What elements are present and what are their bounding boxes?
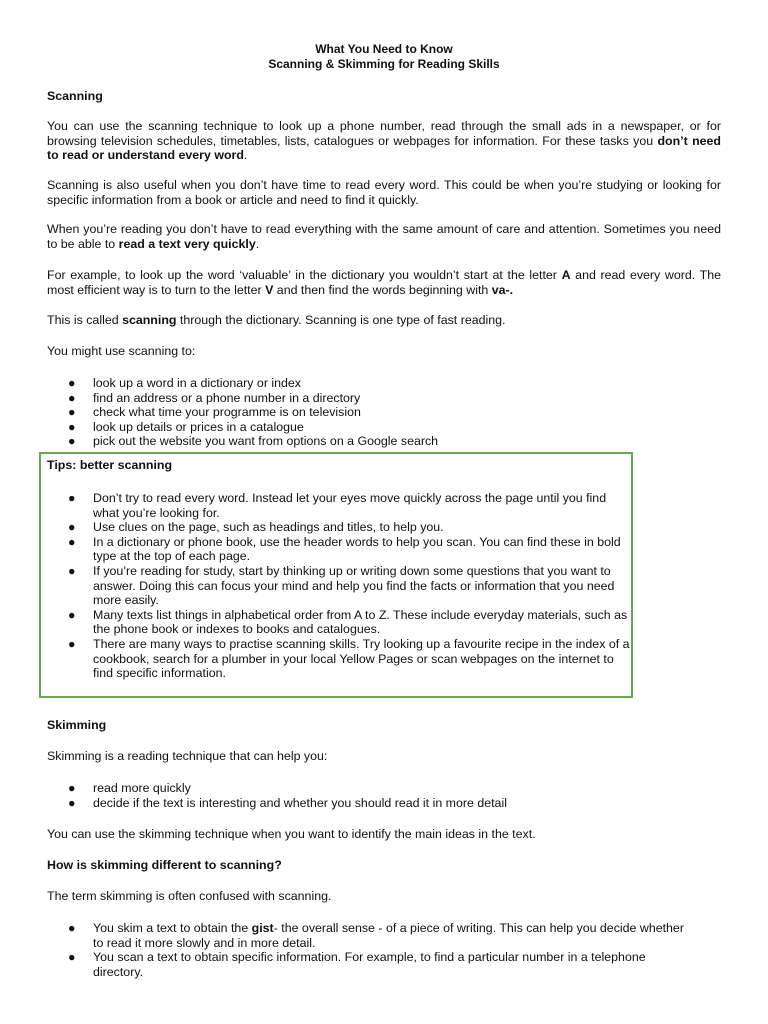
list-item-text: You scan a text to obtain specific information. For example, to find a particular number in a telephone directory.	[93, 950, 646, 979]
list-item-text: decide if the text is interesting and whether you should read it in more detail	[93, 795, 507, 810]
paragraph-skimming-intro: Skimming is a reading technique that can help you:	[47, 749, 328, 763]
list-item	[47, 520, 631, 535]
list-item-text: - the overall sense - of a piece of writing. This can help you decide whether to read it more slowly and in more detail.	[93, 921, 684, 950]
tips-title: Tips: better scanning	[47, 458, 173, 472]
list-item-text: Many texts list things in alphabetical order from A to Z. These include everyday materials, such as the phone book or indexes to books and catalogues.	[93, 607, 628, 637]
list-item	[47, 535, 631, 564]
bullet-icon: ●	[68, 419, 76, 434]
bullet-icon: ●	[68, 795, 76, 810]
paragraph-text: and then find the words beginning with	[273, 282, 492, 297]
skimming-benefits-list	[47, 781, 647, 810]
paragraph-skimming-main-ideas: You can use the skimming technique when you want to identify the main ideas in the text.	[47, 827, 536, 841]
list-item-text: Don’t try to read every word. Instead let your eyes move quickly across the page until you find what you’re looking for.	[93, 491, 607, 520]
bullet-icon: ●	[68, 491, 76, 505]
paragraph-text: .	[243, 148, 248, 163]
tips-list	[47, 491, 631, 681]
emphasis-text: scanning	[122, 313, 177, 327]
list-item	[47, 608, 631, 637]
list-item	[47, 434, 647, 449]
bullet-icon: ●	[68, 921, 76, 935]
list-item-text: Use clues on the page, such as headings and titles, to help you.	[93, 520, 444, 535]
bullet-icon: ●	[68, 376, 76, 390]
emphasis-text: gist	[251, 921, 274, 935]
list-item	[47, 376, 647, 391]
list-item	[47, 921, 697, 950]
bullet-icon: ●	[68, 390, 76, 405]
scanning-uses-list	[47, 376, 647, 449]
list-item-text: If you’re reading for study, start by thinking up or writing down some questions that you want to answer. Doing this can focus your mind and help you find the facts or information that you need more easily.	[93, 563, 615, 608]
list-item-text: You skim a text to obtain the	[93, 921, 252, 935]
bullet-icon: ●	[68, 520, 76, 535]
section-heading-scanning: Scanning	[47, 89, 103, 103]
list-item-text: find an address or a phone number in a directory	[93, 390, 361, 405]
list-item-text: look up a word in a dictionary or index	[93, 376, 302, 390]
paragraph-text: When you’re reading you don’t have to read everything with the same amount of care and attention. Sometimes you need to be able to	[47, 222, 721, 251]
list-item	[47, 637, 631, 681]
list-item	[47, 796, 647, 811]
bullet-icon: ●	[68, 950, 76, 965]
emphasis-text: va-.	[491, 282, 514, 297]
paragraph-called-scanning	[47, 313, 721, 328]
list-item-text: look up details or prices in a catalogue	[93, 419, 304, 434]
paragraph-scanning-intro	[47, 119, 721, 163]
paragraph-text: through the dictionary. Scanning is one type of fast reading.	[176, 313, 506, 327]
skim-scan-difference-list	[47, 921, 697, 979]
paragraph-care-attention	[47, 222, 721, 251]
paragraph-scanning-useful: Scanning is also useful when you don’t have time to read every word. This could be when you’re studying or looking for specific information from a book or article and need to find it quickly.	[47, 178, 721, 207]
list-item-text: check what time your programme is on television	[93, 405, 361, 420]
list-item	[47, 405, 647, 420]
paragraph-text: .	[255, 236, 260, 251]
bullet-icon: ●	[68, 607, 76, 622]
list-item	[47, 950, 697, 979]
emphasis-text: read a text very quickly	[118, 236, 256, 251]
bullet-icon: ●	[68, 534, 76, 549]
list-item	[47, 564, 631, 608]
paragraph-text: This is called	[47, 313, 123, 327]
document-title: What You Need to Know	[315, 42, 453, 56]
paragraph-confused: The term skimming is often confused with scanning.	[47, 889, 332, 903]
paragraph-text: and read every word. The most efficient way is to turn to the letter	[47, 268, 721, 297]
emphasis-text: A	[561, 268, 571, 282]
paragraph-dictionary-example	[47, 268, 721, 297]
paragraph-text: You can use the scanning technique to look up a phone number, read through the small ads in a newspaper, or for browsing television schedules, timetables, lists, catalogues or webpages for information. For these tasks you	[47, 119, 721, 148]
subheading-skimming-vs-scanning: How is skimming different to scanning?	[47, 858, 282, 872]
section-heading-skimming: Skimming	[47, 718, 107, 732]
document-subtitle: Scanning & Skimming for Reading Skills	[268, 57, 500, 71]
bullet-icon: ●	[68, 405, 76, 420]
list-item	[47, 420, 647, 435]
emphasis-text: V	[265, 282, 274, 297]
list-item-text: pick out the website you want from options on a Google search	[93, 434, 439, 449]
bullet-icon: ●	[68, 563, 76, 578]
bullet-icon: ●	[68, 636, 76, 651]
bullet-icon: ●	[68, 434, 76, 449]
list-item	[47, 391, 647, 406]
list-item-text: read more quickly	[93, 781, 191, 795]
list-item	[47, 491, 631, 520]
paragraph-scanning-uses-intro: You might use scanning to:	[47, 344, 196, 358]
emphasis-text: don’t need to read or understand every word	[47, 133, 721, 163]
list-item	[47, 781, 647, 796]
list-item-text: There are many ways to practise scanning skills. Try looking up a favourite recipe in the index of a cookbook, search for a plumber in your local Yellow Pages or scan webpages on the internet to find specific information.	[93, 636, 630, 681]
paragraph-text: For example, to look up the word ‘valuable’ in the dictionary you wouldn’t start at the letter	[47, 268, 562, 282]
bullet-icon: ●	[68, 781, 76, 795]
list-item-text: In a dictionary or phone book, use the header words to help you scan. You can find these in bold type at the top of each page.	[93, 534, 621, 564]
